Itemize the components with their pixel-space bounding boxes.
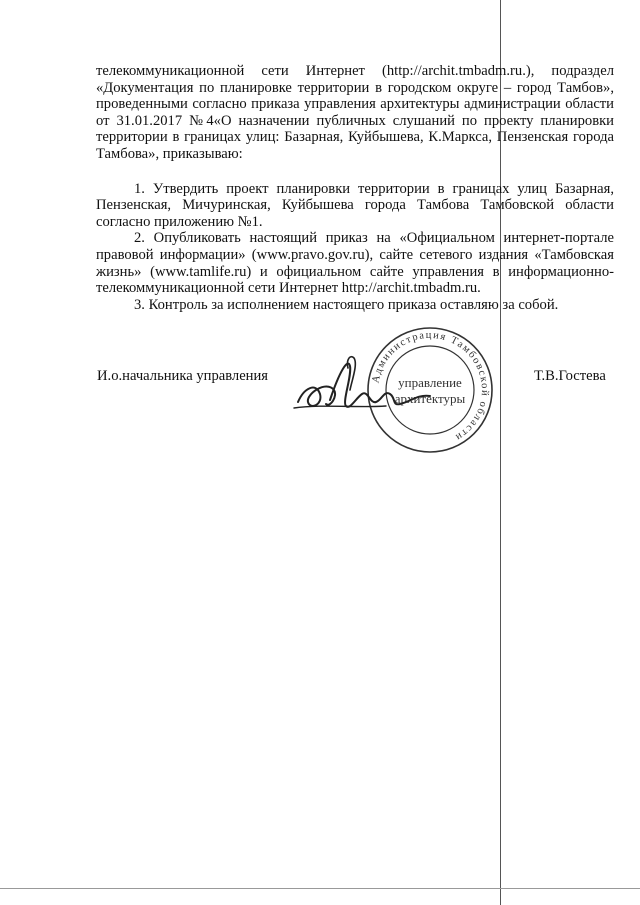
intro-paragraph: телекоммуникационной сети Интернет (http://archit.tmbadm.ru.), подраздел «Документация по планировке территории в городском округе – город Тамбов», проведенными согласно приказа управления архитектуры администрации области от 31.01.2017 №4«О назначении публичных слушаний по проекту планировки территории в границах улиц: Базарная, Куйбышева, К.Маркса, Пензенская города Тамбова», приказываю:: [96, 63, 614, 162]
seal-inner-line-2: архитектуры: [394, 391, 466, 406]
signature-row: [0, 368, 640, 388]
order-item-1: 1. Утвердить проект планировки территории в границах улиц Базарная, Пензенская, Мичуринская, Куйбышева города Тамбова Тамбовской области согласно приложению №1.: [96, 180, 614, 230]
seal-outer-text: Администрация Тамбовской области: [370, 329, 491, 444]
signer-role: И.о.начальника управления: [97, 368, 269, 384]
signer-name: Т.В.Гостева: [534, 368, 606, 384]
order-item-2: 2. Опубликовать настоящий приказ на «Официальном интернет-портале правовой информации» (www.pravo.gov.ru), сайте сетевого издания «Тамбовская жизнь» (www.tamlife.ru) и официальном сайте управления в информационно-телекоммуникационной сети Интернет http://archit.tmbadm.ru.: [96, 230, 614, 297]
document-body: [96, 63, 614, 313]
seal-inner-line-1: управление: [398, 375, 462, 390]
order-item-3: 3. Контроль за исполнением настоящего приказа оставляю за собой.: [134, 296, 559, 313]
page-bottom-edge: [0, 888, 640, 889]
